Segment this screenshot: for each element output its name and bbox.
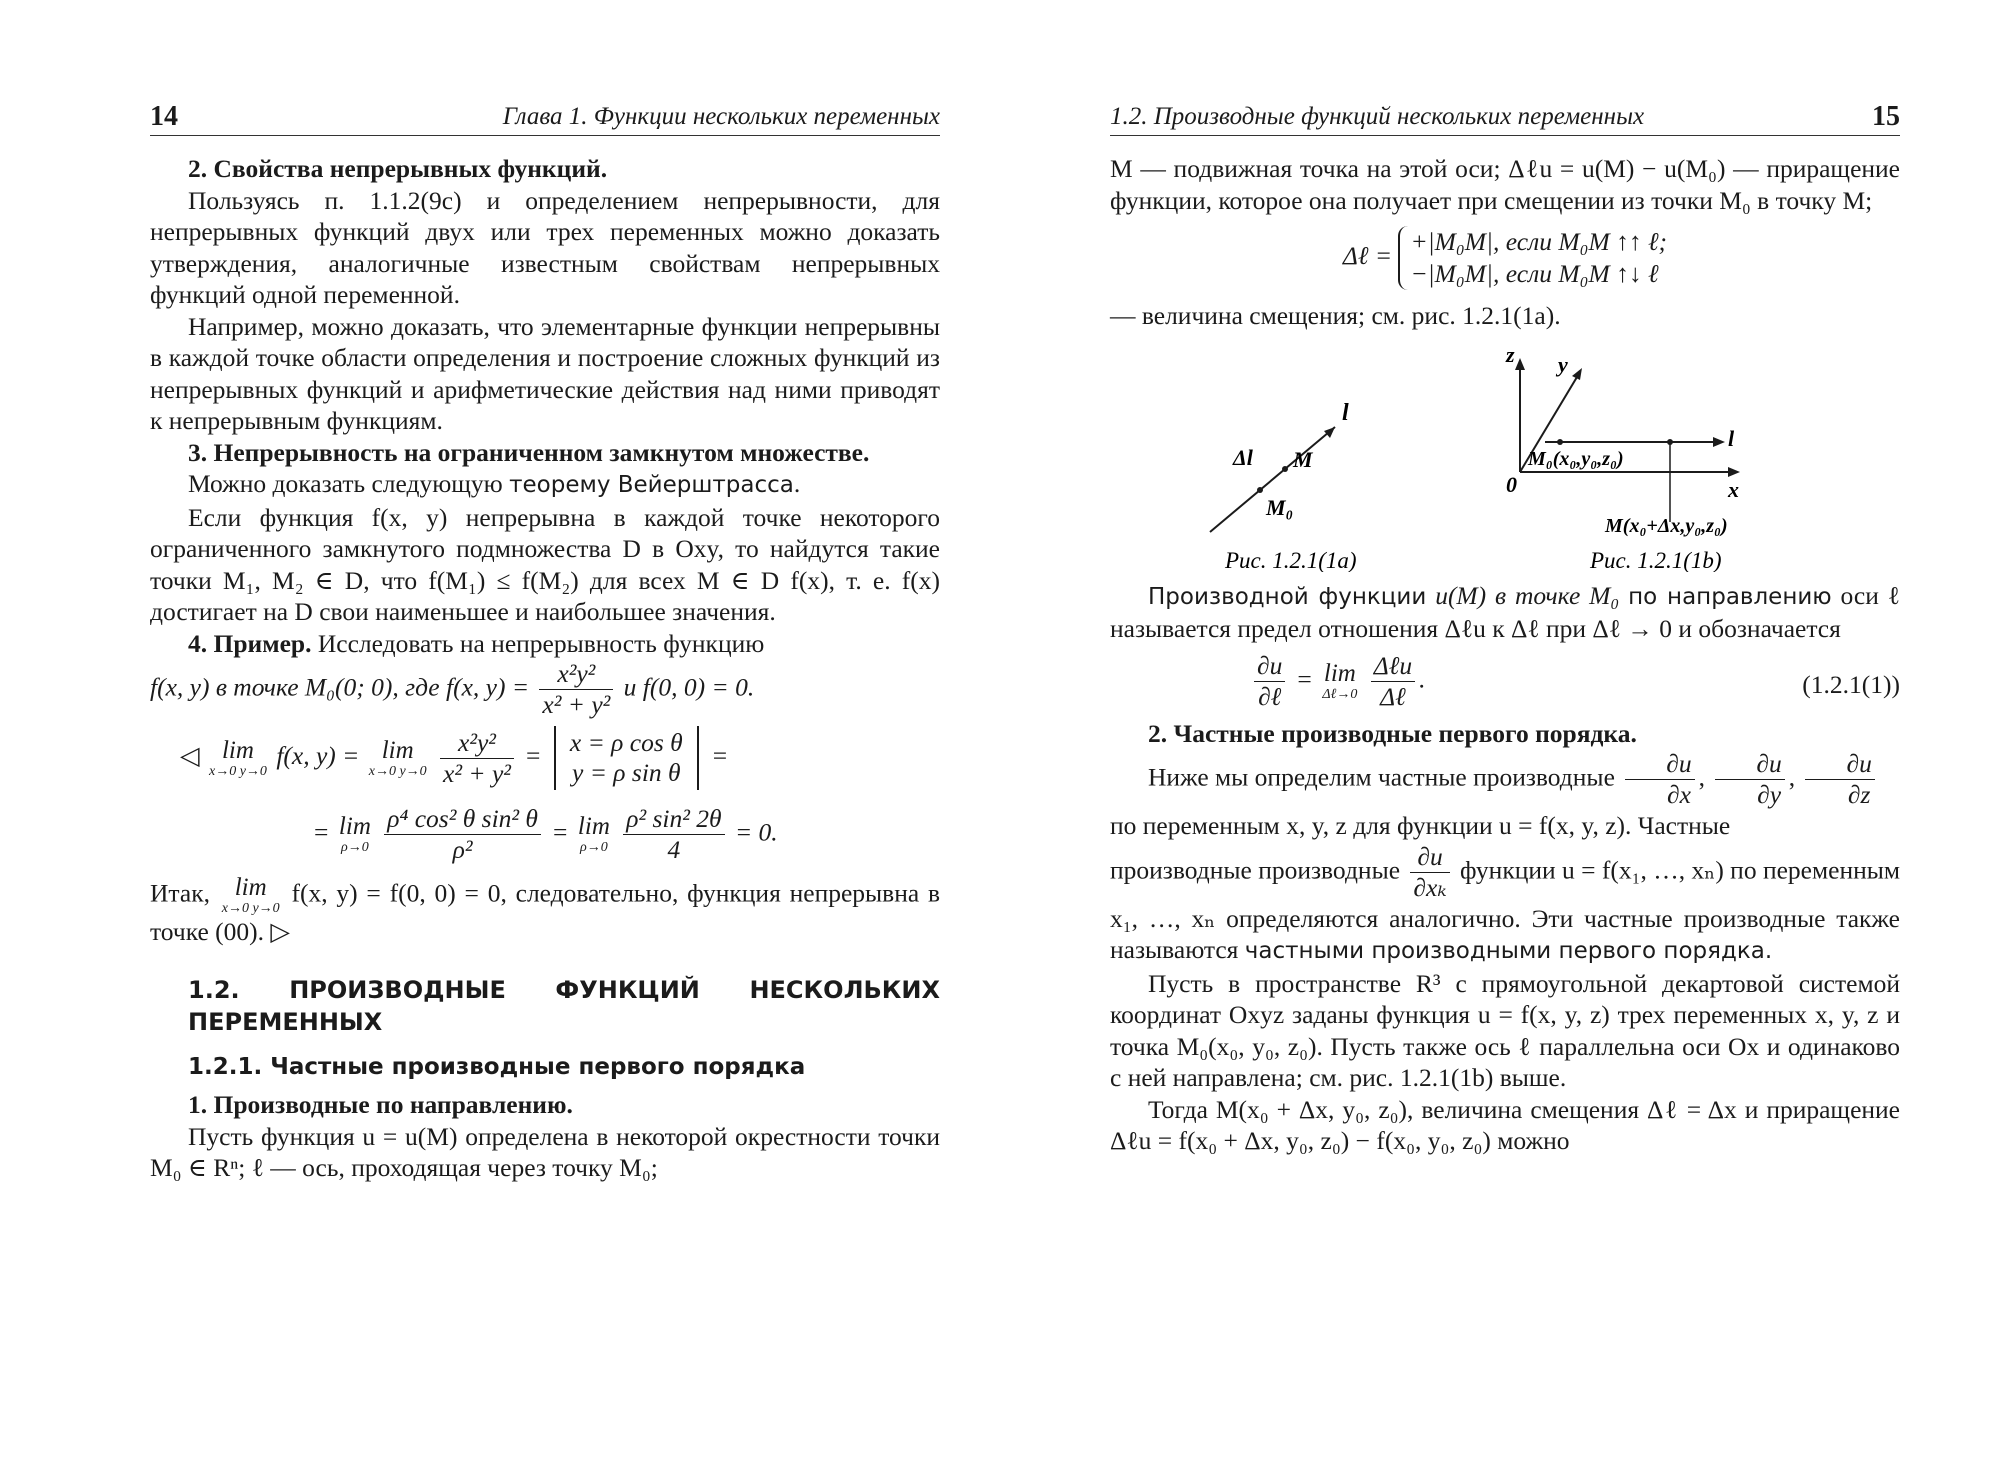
fraction: $\frac{\partial u}{\partial z}$ — [1805, 749, 1874, 810]
point-m0 — [1557, 439, 1563, 445]
denominator: x² + y² — [542, 690, 611, 719]
text: производные производные — [1110, 854, 1401, 884]
point-m — [1282, 466, 1288, 472]
label-m: M — [1293, 446, 1313, 472]
term: Производной функции — [1148, 583, 1427, 610]
equation-number: (1.2.1(1)) — [1802, 669, 1900, 699]
limit: lim x→0 y→0 — [368, 736, 427, 779]
paragraph: Например, можно доказать, что элементарные функции непрерывны в каждой точке области определения и построение сложных функций из непрерывных функций и арифметические действия над ними приводят к непрерывным функциям. — [150, 311, 940, 435]
text: u(M) в точке M₀ — [1435, 580, 1620, 610]
text: = — [1295, 663, 1313, 693]
text: = 0. — [734, 817, 778, 847]
page-number: 14 — [150, 101, 178, 132]
label-l: l — [1342, 399, 1349, 426]
figures — [1110, 342, 1900, 572]
label-m0: M₀(x₀,y₀,z₀) — [1528, 447, 1624, 470]
left-page-header — [150, 95, 940, 136]
label-m: M(x₀+Δx,y₀,z₀) — [1605, 514, 1728, 537]
numerator: ρ² sin² 2θ — [623, 804, 724, 835]
paragraph: M — подвижная точка на этой оси; Δℓu = u(M) − u(M₀) — приращение функции, которое она получает при смещении из точки M₀ в точку M; — [1110, 154, 1900, 215]
text: и f(0, 0) = 0. — [623, 672, 755, 702]
right-page — [1110, 95, 1900, 1455]
running-header: 1.2. Производные функций нескольких переменных — [1110, 103, 1645, 130]
right-page-body — [1110, 153, 1900, 1157]
limit: lim ρ→0 — [338, 813, 371, 855]
paragraph: Если функция f(x, y) непрерывна в каждой точке некоторого ограниченного замкнутого подмножества D в Oxy, то найдутся такие точки M₁, M₂ ∈ D, что f(M₁) ≤ f(M₂) для всех M ∈ D f(x), т. е. f(x) достигает на D свои наименьшее и наибольшее значения. — [150, 502, 940, 626]
sub-line: y = ρ sin θ — [572, 758, 681, 787]
left-page-body — [150, 153, 940, 1184]
limit: lim ρ→0 — [577, 813, 610, 855]
paragraph: Можно доказать следующую теорему Вейерштрасса. — [188, 469, 801, 498]
term: по направлению — [1628, 583, 1832, 610]
label-o: 0 — [1506, 471, 1517, 497]
text: Δℓ = — [1342, 240, 1393, 270]
point-m0 — [1257, 487, 1263, 493]
equation — [1110, 226, 1900, 290]
label-dl: Δl — [1233, 444, 1253, 470]
case-line: +|M₀M|, если M₀M ↑↑ ℓ; — [1410, 227, 1668, 256]
page-number: 15 — [1872, 101, 1900, 132]
label-m0: M₀ — [1266, 494, 1294, 520]
equation: ◁ lim x→0 y→0 f(x, y) = lim x→0 y→0 $\frac{\text{x²y²}}{\text{x² + y²}}$ = x = ρ cos θ y = ρ sin θ = — [150, 726, 940, 790]
figure-diagrams — [1110, 342, 1900, 572]
left-page — [150, 95, 940, 1455]
substitution — [554, 726, 699, 790]
section-heading: 2. Свойства непрерывных функций. — [188, 154, 608, 183]
arrow-head — [1515, 358, 1525, 370]
text: функции u = f(x₁, …, xₙ) по — [1460, 854, 1757, 884]
fraction — [539, 659, 613, 720]
text: Ниже мы определим частные производные — [1148, 762, 1615, 792]
fraction — [1254, 651, 1285, 712]
denominator: 4 — [667, 835, 681, 864]
text: Исследовать на непрерывность функцию — [317, 628, 765, 658]
numerator: ∂u — [1254, 651, 1285, 682]
text: f(x, y) = — [276, 740, 360, 770]
paragraph: по переменным x, y, z для функции u = f(x, y, z). Частные — [1110, 811, 1731, 840]
sub-line: x = ρ cos θ — [569, 728, 683, 757]
section-heading: 2. Частные производные первого порядка. — [1148, 718, 1637, 748]
text: переменным x₁, …, xₙ определяются аналогично. Эти частные производные также называются — [1110, 854, 1901, 964]
equation: = lim ρ→0 $\frac{\text{ρ⁴ cos² θ sin² θ}}{\text{ρ²}}$ = lim ρ→0 $\frac{\text{ρ² sin² 2θ}}{4}$ = 0. — [312, 804, 778, 864]
arrow-head — [1713, 437, 1725, 447]
label-z: z — [1506, 341, 1515, 367]
text: f(x, y) = f(0, 0) = 0, следовательно, функция непрерывна в точке (00). ▷ — [150, 878, 941, 946]
limit: lim Δℓ→0 — [1322, 659, 1358, 702]
section-heading: 1. Производные по направлению. — [188, 1090, 573, 1119]
fraction — [384, 804, 541, 865]
text: Можно доказать следующую — [188, 469, 503, 498]
arrow-head — [1572, 368, 1582, 380]
denominator: Δℓ — [1380, 681, 1406, 711]
paragraph — [1110, 580, 1900, 645]
numerator: Δℓu — [1371, 651, 1415, 682]
fraction — [440, 728, 514, 789]
text: Итак, — [150, 878, 210, 908]
numerator: x²y² — [440, 728, 514, 759]
label-y: y — [1558, 351, 1568, 377]
limit: lim x→0 y→0 — [209, 736, 267, 779]
case-line: −|M₀M|, если M₀M ↑↓ ℓ — [1410, 259, 1659, 288]
paragraph: Пользуясь п. 1.1.2(9c) и определением непрерывности, для непрерывных функций двух или трех переменных можно доказать утверждения, аналогичные известным свойствам непрерывных функций одной переменной. — [150, 185, 940, 309]
right-page-header — [1110, 95, 1900, 136]
equation: $\frac{\partial u}{\text{∂ℓ}}$ = lim Δℓ→0 $\frac{\text{Δℓu}}{\text{Δℓ}}$ . (1.2.1(1)) — [1110, 651, 1900, 712]
paragraph — [1110, 842, 1900, 968]
section-heading: 3. Непрерывность на ограниченном замкнутом множестве. — [188, 437, 870, 467]
denominator: x² + y² — [443, 758, 511, 788]
fraction — [1371, 651, 1415, 712]
numerator: x²y² — [539, 659, 613, 690]
denominator: ∂ℓ — [1258, 681, 1282, 711]
point-m — [1667, 439, 1673, 445]
numerator: ρ⁴ cos² θ sin² θ — [384, 804, 541, 835]
paragraph: — величина смещения; см. рис. 1.2.1(1a). — [1110, 301, 1561, 330]
arrow-head — [1728, 467, 1740, 477]
start-mark: ◁ — [180, 740, 200, 770]
caption-b: Рис. 1.2.1(1b) — [1590, 547, 1722, 572]
section-title: 1.2. ПРОИЗВОДНЫЕ ФУНКЦИЙ НЕСКОЛЬКИХ ПЕРЕМЕННЫХ — [188, 975, 940, 1036]
label-l: l — [1728, 425, 1735, 451]
limit: lim x→0 y→0 — [221, 874, 280, 916]
paragraph — [150, 628, 940, 660]
paragraph — [150, 875, 940, 948]
subsection-title: 1.2.1. Частные производные первого порядка — [188, 1053, 806, 1080]
caption-a: Рис. 1.2.1(1a) — [1225, 547, 1357, 572]
label-x: x — [1728, 476, 1739, 502]
running-header: Глава 1. Функции нескольких переменных — [502, 103, 940, 130]
cases — [1398, 226, 1667, 290]
paragraph: Тогда M(x₀ + Δx, y₀, z₀), величина смещения Δℓ = Δx и приращение Δℓu = f(x₀ + Δx, y₀, z₀) − f(x₀, y₀, z₀) можно — [1110, 1094, 1900, 1155]
fraction: $\frac{\partial u}{\partial y}$ — [1715, 749, 1784, 810]
fraction: $\frac{\partial u}{\text{∂xₖ}}$ — [1410, 842, 1449, 903]
arrow-head — [1324, 427, 1335, 438]
paragraph: Ниже мы определим частные производные $\frac{\partial u}{\partial x}$ , $\frac{\partial u}{\partial y}$ , $\frac{\partial u}{\partial z}$ — [1110, 749, 1900, 810]
term: частными производными первого порядка. — [1244, 938, 1773, 964]
text: f(x, y) в точке M₀(0; 0), где f(x, y) = — [150, 672, 530, 702]
paragraph: Пусть в пространстве R³ с прямоугольной декартовой системой координат Oxyz заданы функция u = f(x, y, z) трех переменных x, y, z и точка M₀(x₀, y₀, z₀). Пусть также ось ℓ параллельна оси Ox и одинаково с ней направлена; см. рис. 1.2.1(1b) выше. — [1110, 968, 1900, 1092]
text: оси ℓ называется предел отношения Δℓu к Δℓ при Δℓ → 0 и обозначается — [1110, 580, 1900, 643]
formula-line — [150, 659, 940, 720]
fraction — [623, 804, 724, 865]
fraction: $\frac{\partial u}{\partial x}$ — [1625, 749, 1694, 810]
term: теорему Вейерштрасса — [509, 472, 794, 498]
section-heading: 4. Пример. — [188, 628, 312, 658]
paragraph: Пусть функция u = u(M) определена в некоторой окрестности точки M₀ ∈ Rⁿ; ℓ — ось, проходящая через точку M₀; — [150, 1121, 940, 1182]
denominator: ρ² — [452, 835, 473, 864]
